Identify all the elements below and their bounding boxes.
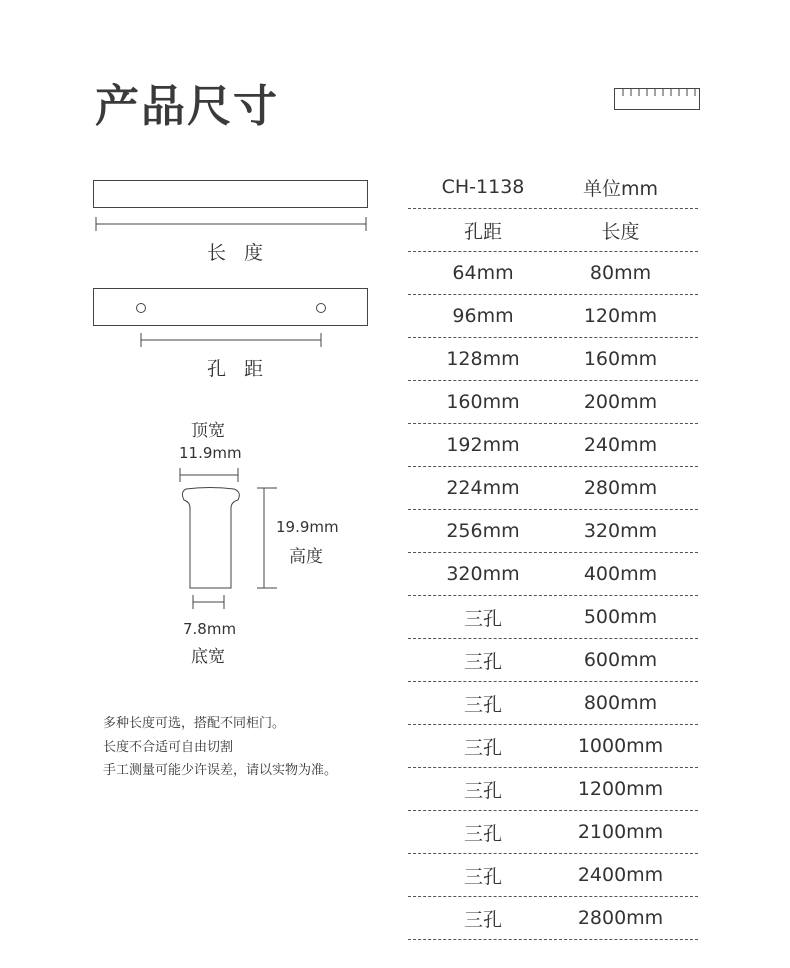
note-line: 多种长度可选，搭配不同柜门。	[103, 716, 286, 731]
cell-hole-distance: 224mm	[446, 477, 520, 499]
cell-length: 320mm	[583, 520, 658, 542]
bottom-width-label: 底宽	[191, 647, 225, 667]
note-line: 手工测量可能少许误差，请以实物为准。	[103, 763, 338, 778]
length-diagram	[92, 178, 370, 234]
table-row	[408, 338, 698, 381]
cell-length: 2800mm	[577, 907, 664, 929]
table-row	[408, 768, 698, 811]
notes	[103, 712, 337, 783]
spec-table	[408, 166, 698, 940]
cell-hole-distance: 96mm	[452, 305, 514, 327]
unit-label: 单位mm	[582, 177, 659, 200]
length-label: 长 度	[207, 242, 270, 264]
cell-hole-distance: 64mm	[452, 262, 514, 284]
cell-length: 280mm	[583, 477, 658, 499]
hole-distance-label: 孔 距	[207, 358, 270, 380]
page-title: 产品尺寸	[95, 81, 279, 132]
column-header-length: 长度	[601, 220, 640, 243]
cell-length: 160mm	[583, 348, 658, 370]
table-row	[408, 811, 698, 854]
cell-length: 2100mm	[577, 821, 664, 843]
table-row	[408, 424, 698, 467]
ruler-icon	[614, 88, 700, 110]
column-header-hole-distance: 孔距	[463, 220, 502, 243]
height-value: 19.9mm	[276, 518, 339, 536]
cell-hole-distance: 三孔	[463, 736, 502, 759]
table-row	[408, 639, 698, 682]
table-row	[408, 725, 698, 768]
cell-length: 1000mm	[577, 735, 664, 757]
table-row	[408, 553, 698, 596]
table-row	[408, 854, 698, 897]
table-row	[408, 596, 698, 639]
cell-hole-distance: 三孔	[463, 822, 502, 845]
model-number: CH-1138	[441, 176, 525, 198]
table-title-row	[408, 166, 698, 209]
table-row	[408, 467, 698, 510]
note-line: 长度不合适可自由切割	[103, 739, 234, 755]
cell-hole-distance: 192mm	[446, 434, 520, 456]
profile-diagram	[170, 462, 290, 612]
table-row	[408, 295, 698, 338]
cell-length: 1200mm	[577, 778, 664, 800]
table-row	[408, 381, 698, 424]
cell-length: 200mm	[583, 391, 658, 413]
cell-hole-distance: 三孔	[463, 693, 502, 716]
cell-length: 2400mm	[577, 864, 664, 886]
cell-length: 80mm	[589, 262, 652, 284]
cell-hole-distance: 三孔	[463, 607, 502, 630]
cell-length: 120mm	[583, 305, 658, 327]
table-row	[408, 510, 698, 553]
cell-hole-distance: 320mm	[446, 563, 520, 585]
table-row	[408, 682, 698, 725]
table-header-row	[408, 209, 698, 252]
table-row	[408, 252, 698, 295]
top-width-label: 顶宽	[191, 421, 225, 441]
cell-hole-distance: 三孔	[463, 650, 502, 673]
cell-hole-distance: 三孔	[463, 908, 502, 931]
hole-distance-diagram	[92, 286, 370, 350]
cell-hole-distance: 128mm	[446, 348, 520, 370]
cell-hole-distance: 三孔	[463, 779, 502, 802]
cell-length: 800mm	[583, 692, 658, 714]
height-label: 高度	[289, 547, 323, 567]
top-width-value: 11.9mm	[179, 444, 242, 462]
table-row	[408, 897, 698, 940]
cell-length: 240mm	[583, 434, 658, 456]
cell-hole-distance: 160mm	[446, 391, 520, 413]
cell-hole-distance: 三孔	[463, 865, 502, 888]
cell-hole-distance: 256mm	[446, 520, 520, 542]
cell-length: 600mm	[583, 649, 658, 671]
bottom-width-value: 7.8mm	[183, 620, 237, 638]
cell-length: 500mm	[583, 606, 658, 628]
cell-length: 400mm	[583, 563, 658, 585]
